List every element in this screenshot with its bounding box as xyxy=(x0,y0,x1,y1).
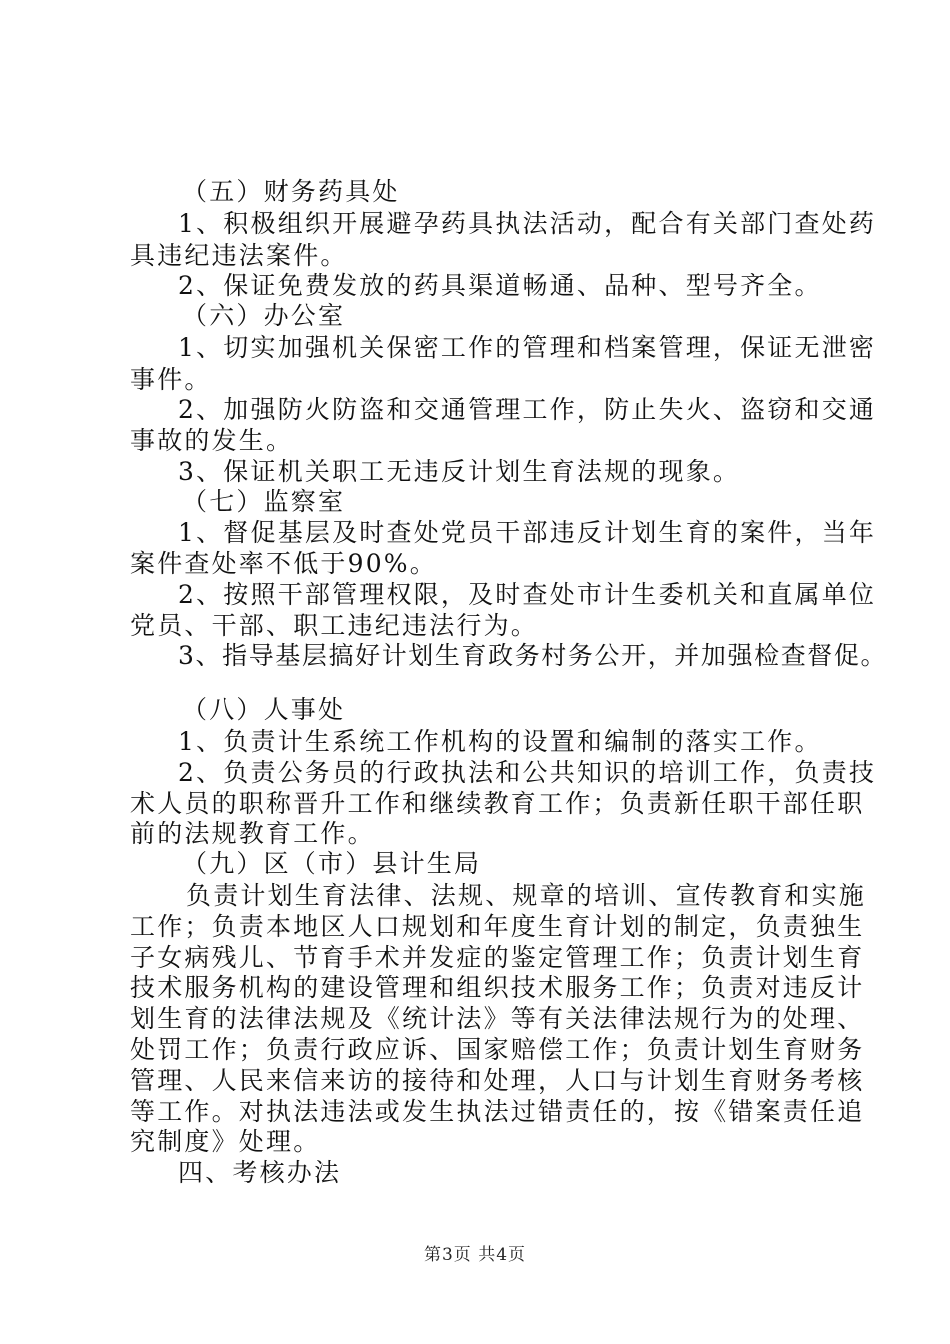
heading-assessment-method: 四、考核办法 xyxy=(178,1158,342,1187)
paragraph-line: 处罚工作；负责行政应诉、国家赔偿工作；负责计划生育财务 xyxy=(130,1035,865,1064)
paragraph-line: 2、加强防火防盗和交通管理工作，防止失火、盗窃和交通 xyxy=(178,395,877,424)
paragraph-line: 案件查处率不低于90%。 xyxy=(130,549,437,578)
paragraph-line: 技术服务机构的建设管理和组织技术服务工作；负责对违反计 xyxy=(130,973,865,1002)
paragraph-line: 子女病残儿、节育手术并发症的鉴定管理工作；负责计划生育 xyxy=(130,943,865,972)
paragraph-line: 党员、干部、职工违纪违法行为。 xyxy=(130,611,539,640)
paragraph-line: 前的法规教育工作。 xyxy=(130,819,375,848)
paragraph-line: 1、督促基层及时查处党员干部违反计划生育的案件，当年 xyxy=(178,518,877,547)
paragraph-line: 具违纪违法案件。 xyxy=(130,241,348,270)
paragraph-line: 事件。 xyxy=(130,365,212,394)
paragraph-line: 2、保证免费发放的药具渠道畅通、品种、型号齐全。 xyxy=(178,271,822,300)
paragraph-line: 负责计划生育法律、法规、规章的培训、宣传教育和实施 xyxy=(186,881,867,910)
heading-general-office: （六）办公室 xyxy=(182,301,346,330)
paragraph-line: 工作；负责本地区人口规划和年度生育计划的制定，负责独生 xyxy=(130,912,865,941)
heading-finance-drug-office: （五）财务药具处 xyxy=(182,177,400,206)
paragraph-line: 1、积极组织开展避孕药具执法活动，配合有关部门查处药 xyxy=(178,209,877,238)
paragraph-line: 究制度》处理。 xyxy=(130,1127,321,1156)
paragraph-line: 3、指导基层搞好计划生育政务村务公开，并加强检查督促。 xyxy=(178,641,888,670)
paragraph-line: 1、负责计生系统工作机构的设置和编制的落实工作。 xyxy=(178,727,822,756)
heading-personnel-office: （八）人事处 xyxy=(182,695,346,724)
paragraph-line: 划生育的法律法规及《统计法》等有关法律法规行为的处理、 xyxy=(130,1004,865,1033)
heading-supervision-office: （七）监察室 xyxy=(182,487,346,516)
heading-county-bureau: （九）区（市）县计生局 xyxy=(182,849,482,878)
paragraph-line: 2、负责公务员的行政执法和公共知识的培训工作，负责技 xyxy=(178,758,877,787)
paragraph-line: 3、保证机关职工无违反计划生育法规的现象。 xyxy=(178,457,741,486)
paragraph-line: 1、切实加强机关保密工作的管理和档案管理，保证无泄密 xyxy=(178,333,877,362)
paragraph-line: 等工作。对执法违法或发生执法过错责任的，按《错案责任追 xyxy=(130,1097,865,1126)
page-footer: 第3页 共4页 xyxy=(423,1245,527,1265)
paragraph-line: 2、按照干部管理权限，及时查处市计生委机关和直属单位 xyxy=(178,580,877,609)
paragraph-line: 事故的发生。 xyxy=(130,426,294,455)
paragraph-line: 术人员的职称晋升工作和继续教育工作；负责新任职干部任职 xyxy=(130,789,865,818)
paragraph-line: 管理、人民来信来访的接待和处理，人口与计划生育财务考核 xyxy=(130,1066,865,1095)
